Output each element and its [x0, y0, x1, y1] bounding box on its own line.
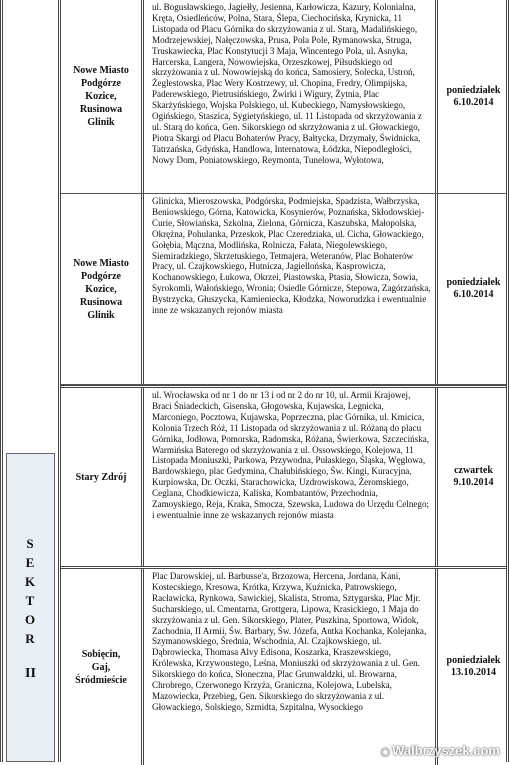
district-cell: [61, 569, 144, 765]
camera-icon: ◉: [380, 746, 391, 758]
table-row: [61, 566, 506, 765]
district-cell: [61, 0, 144, 193]
date-cell: [441, 388, 506, 566]
weekday: czwartek: [454, 465, 493, 476]
weekday: poniedziałek: [446, 655, 501, 666]
sector-letter: O: [24, 611, 37, 627]
district-line: Rusinowa: [79, 296, 123, 308]
district-cell: [61, 194, 144, 384]
district-line: Nowe Miasto: [73, 65, 129, 76]
district-cell: [61, 388, 144, 566]
district-line: Śródmieście: [75, 674, 127, 686]
sector-letter: K: [24, 573, 37, 589]
district-line: Stary Zdrój: [75, 471, 127, 483]
district-line: Podgórze: [80, 270, 121, 282]
district-line: Sobięcin,: [81, 648, 121, 660]
sector-label: [6, 453, 55, 762]
streets-cell: ul. Wrocławska od nr 1 do nr 13 i od nr 2 do nr 10, ul. Armii Krajowej, Braci Śniadeckich, Gisenska, Głogowska, Kujawska, Legnicka, Marconiego, Pocztowa, Kujawska, Poprzeczna, plac Górnika, ul. Kmicica, Kolonia Trzech Róż, 11 Listopada od skrzyżowania z ul. Różaną do placu Górnika, Jodłowa, Pomorska, Radomska, Różana, Świerkowa, Szczecińska, Warmińska Baterego od skrzyżowania z ul. Ossowskiego, Kolejowa, 11 Listopada Moniuszki, Parkowa, Przywodna, Pułaskiego, Śląska, Węglowa, Bardowskiego, plac Gedymina, Chałubińskiego, Św. Kingi, Kuracyjna, Kurpiowska, Dr. Oczki, Starachowicka, Uzdrowiskowa, Żeromskiego, Ceglana, Chodkiewicza, Kaliska, Kombatantów, Przechodnia, Zamoyskiego, Reja, Kraka, Smocza, Szewska, Ludowa do Urzędu Celnego; i ewentualnie inne ze wskazanych rejonów miasta: [147, 388, 438, 566]
table-row: [61, 194, 506, 385]
district-line: Glinik: [87, 309, 115, 321]
weekday: poniedziałek: [446, 277, 501, 288]
sector-column: [3, 0, 61, 762]
district-line: Glinik: [87, 117, 115, 128]
district-line: Kozice,: [85, 91, 117, 102]
date-cell: [441, 194, 506, 384]
district-line: Kozice,: [85, 283, 117, 295]
sector-number: II: [25, 665, 36, 681]
date-cell: [441, 0, 506, 193]
sector-letter: S: [26, 535, 35, 551]
watermark-text: Walbrzyszek.com: [392, 743, 500, 758]
district-line: Podgórze: [80, 78, 121, 89]
district-line: Gaj,: [91, 661, 111, 673]
sector-letter: T: [25, 592, 36, 608]
weekday: poniedziałek: [446, 84, 501, 96]
streets-cell: Glinicka, Mieroszowska, Podgórska, Podmiejska, Spadzista, Wałbrzyska, Beniowskiego, Górna, Katowicka, Kosynierów, Poznańska, Skłodowskiej-Curie, Słowiańska, Szkolna, Zielona, Górnicza, Kaszubska, Małopolska, Okrężna, Pohulanka, Przeskok, Plac Czeredziaka, ul. Cicha, Głowackiego, Gołębia, Mączna, Modlińska, Rolnicza, Fałata, Niegolewskiego, Siemiradzkiego, Skrzetuskiego, Tetmajera, Weteranów, Plac Bohaterów Pracy, ul. Czajkowskiego, Hutnicza, Jagiellońska, Kasprowicza, Kochanowskiego, Łukowa, Okrzei, Piastowska, Ptasia, Słowicza, Sowia, Syrokomli, Wałońskiego, Wronia; Osiedle Górnicze, Stepowa, Zagórzańska, Bystrzycka, Głuszycka, Kamieniecka, Kłodzka, Noworudzka i ewentualnie inne ze wskazanych rejonów miasta: [147, 194, 438, 384]
collection-date: 6.10.2014: [453, 289, 494, 300]
collection-date: 6.10.2014: [453, 96, 494, 108]
collection-date: 9.10.2014: [453, 477, 494, 488]
table-row: [61, 0, 506, 194]
watermark: [380, 743, 500, 758]
sector-letter: R: [25, 630, 36, 646]
sector-letter: E: [25, 554, 36, 570]
streets-cell: Plac Darowskiej, ul. Barbusse'a, Brzozowa, Hercena, Jordana, Kani, Kostecskiego, Kresowa, Krótka, Krzywa, Kuźnicka, Patrowskiego, Racławicka, Rynkowa, Sawickiej, Skalista, Stroma, Sztygarska, Plac Mjr. Sucharskiego, ul. Cmentarna, Grottgera, Lipowa, Krasickiego, 1 Maja do skrzyżowania z ul. Gen. Sikorskiego, Plater, Puszkina, Sportowa, Widok, Zachodnia, II Armii, Św. Barbary, Św. Józefa, Antka Kochanka, Kolejanka, Szymanowskiego, Średnia, Wschodnia, Al. Czajkowskiego, ul. Dąbrowiecka, Thomasa Alvy Edisona, Koszarka, Kraszewskiego, Królewska, Krzywoustego, Leśna, Moniuszki od skrzyżowania z ul. Gen. Sikorskiego do końca, Słoneczna, Plac Grunwaldzki, ul. Browarna, Chrobrego, Czerwonego Krzyża, Graniczna, Kolejowa, Lubelska, Mazowiecka, Przebieg, Gen. Sikorskiego do skrzyżowania z ul. Głowackiego, Solskiego, Szmidta, Szpitalna, Wysockiego: [147, 569, 438, 765]
collection-date: 13.10.2014: [451, 667, 496, 678]
district-line: Rusinowa: [79, 104, 123, 115]
streets-cell: ul. Bogusławskiego, Jagiełły, Jesienna, Karłowicza, Kazury, Kolonialna, Kręta, Osiedleńców, Polna, Stara, Ślepa, Ciechocińska, Krynicka, 11 Listopada od Placu Górnika do skrzyżowania z ul. Starą, Madalińskiego, Modrzejewskiej, Nałęczowska, Prusa, Pola Pole, Rymanowska, Struga, Truskawiecka, Plac Konstytucji 3 Maja, Wincentego Pola, ul. Asnyka, Harcerska, Langera, Nowowiejska, Orzeszkowej, Piłsudskiego od skrzyżowania z ul. Nowowiejską do końca, Samosiery, Solecka, Ustroń, Żeglestowska, Plac Wery Kostrzewy, ul. Chopina, Fredry, Olimpijska, Paderewskiego, Pietrusińskiego, Żwirki i Wigury, Żytnia, Plac Skarżyńskiego, Wojska Polskiego, ul. Kubeckiego, Namysłowskiego, Ogińskiego, Staszica, Sygietyńskiego, ul. 11 Listopada od skrzyżowania z ul. Starą do końca, Gen. Sikorskiego od skrzyżowania z ul. Głowackiego, Piotra Skargi od Placu Bohaterów Pracy, Bałtycka, Drzymały, Świdnicka, Tatrzańska, Gdyńska, Handlowa, Internatowa, Łódzka, Niepodległości, Nowy Dom, Poniatowskiego, Reymonta, Tunelowa, Wyłotowa,: [147, 0, 438, 193]
date-cell: [441, 569, 506, 765]
district-line: Nowe Miasto: [73, 257, 129, 269]
table-row: [61, 385, 506, 567]
